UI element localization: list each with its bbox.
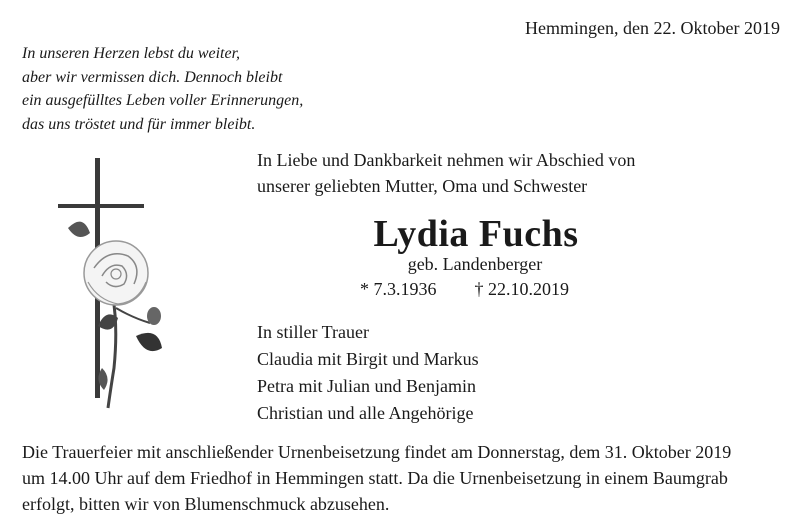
poem-line: ein ausgefülltes Leben voller Erinnerungen,: [22, 92, 304, 109]
deceased-name: Lydia Fuchs: [373, 213, 579, 255]
funeral-notice: [22, 439, 731, 517]
poem-line: In unseren Herzen lebst du weiter,: [22, 45, 241, 62]
life-dates: [360, 279, 569, 300]
notice-line: erfolgt, bitten wir von Blumenschmuck abzusehen.: [22, 494, 390, 514]
mourners-list: [257, 319, 479, 427]
mourner-line: Claudia mit Birgit und Markus: [257, 349, 479, 369]
cross-with-rose-icon: [58, 158, 188, 420]
mourner-line: Petra mit Julian und Benjamin: [257, 376, 476, 396]
maiden-name: geb. Landenberger: [407, 254, 543, 274]
intro-line: In Liebe und Dankbarkeit nehmen wir Abschied von: [257, 150, 636, 170]
notice-line: um 14.00 Uhr auf dem Friedhof in Hemmingen statt. Da die Urnenbeisetzung in einem Baumgrab: [22, 468, 728, 488]
poem-line: aber wir vermissen dich. Dennoch bleibt: [22, 68, 283, 86]
death-date: † 22.10.2019: [474, 279, 569, 299]
notice-line: Die Trauerfeier mit anschließender Urnenbeisetzung findet am Donnerstag, dem 31. Oktober 2019: [22, 442, 732, 462]
memorial-poem: [22, 42, 303, 136]
mourner-line: In stiller Trauer: [257, 322, 369, 342]
intro-text: [257, 147, 635, 199]
poem-line: das uns tröstet und für immer bleibt.: [22, 115, 256, 133]
mourner-line: Christian und alle Angehörige: [257, 403, 474, 423]
place-date: Hemmingen, den 22. Oktober 2019: [525, 18, 780, 38]
birth-date: * 7.3.1936: [360, 279, 437, 299]
intro-line: unserer geliebten Mutter, Oma und Schwester: [257, 176, 588, 196]
